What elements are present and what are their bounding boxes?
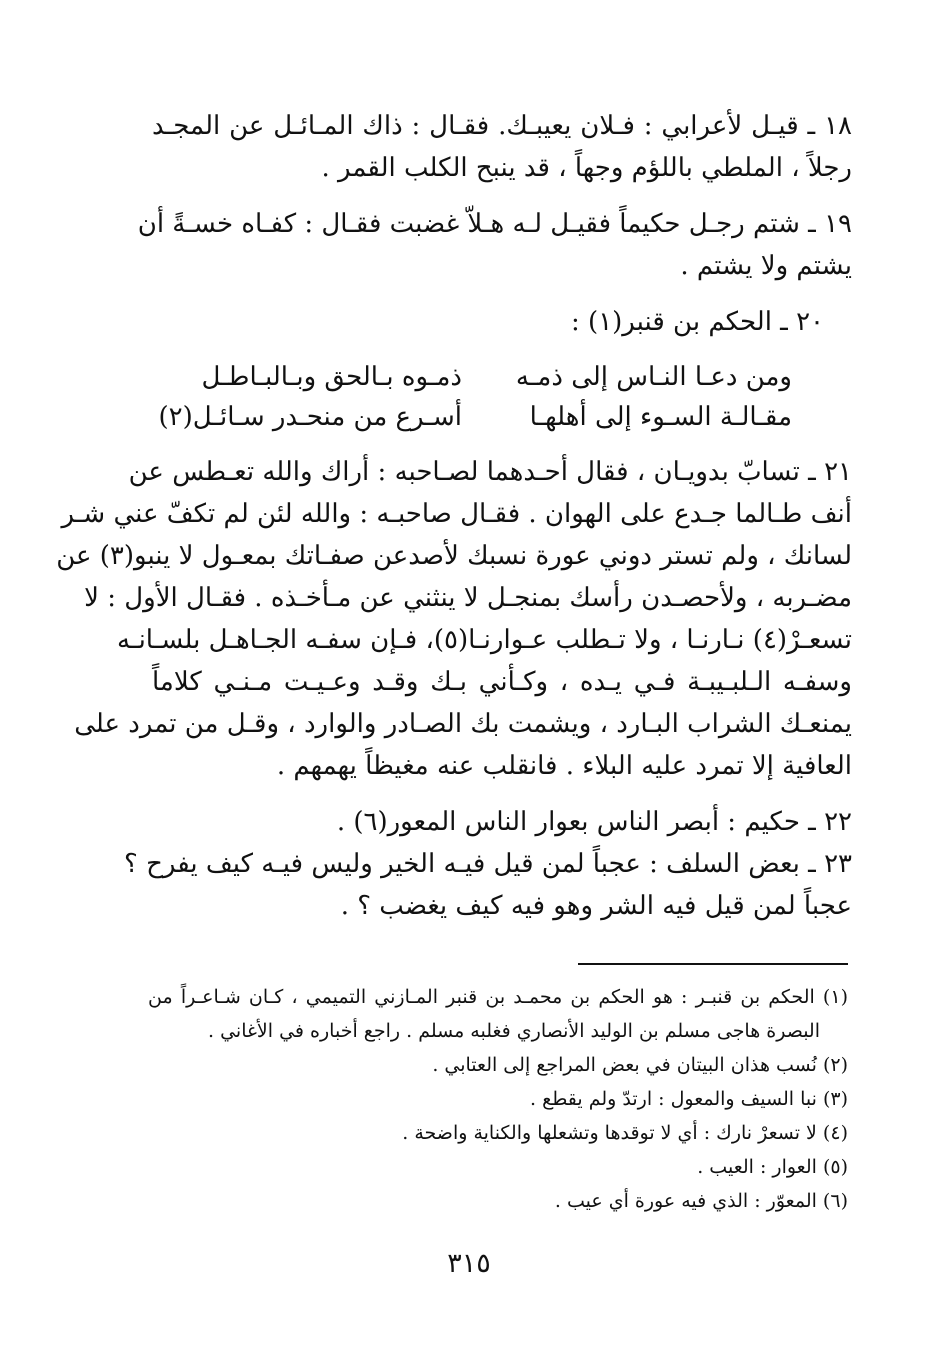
footnote: (٤) لا تسعرْ نارك : أي لا توقدها وتشعلها والكناية واضحة .	[402, 1122, 848, 1144]
text-line: وسفـه الـلبـيبـة فـي يـده ، وكـأني بـك وقـد وعـيـت مـنـي كلاماً	[152, 667, 852, 697]
footnote: (١) الحكم بن قنبـر : هو الحكم بن محمـد بن قنبر المـازني التميمي ، كـان شـاعـراً من	[148, 986, 848, 1008]
verse-first-hemistich: مقـالـة السـوء إلى أهلهـا	[529, 402, 792, 432]
text-line: أنف طـالما جـدع على الهوان . فقـال صاحبـه : والله لئن لم تكفّ عني شـر	[61, 499, 852, 529]
text-line: عجباً لمن قيل فيه الشر وهو فيه كيف يغضب ؟ .	[340, 891, 852, 921]
text-line: تسعـرْ(٤) نـارنـا ، ولا تـطلب عـوارنـا(٥)، فـإن سفـه الجـاهـل بلسـانـه	[117, 625, 852, 655]
footnote: (٥) العوار : العيب .	[697, 1156, 848, 1178]
footnote: (٦) المعوّر : الذي فيه عورة أي عيب .	[554, 1190, 848, 1212]
paragraph-20	[152, 301, 852, 343]
verse-first-hemistich: ومن دعـا النـاس إلى ذمـه	[515, 362, 792, 392]
text-line: ٢١ ـ تسابّ بدويـان ، فقال أحـدهما لصـاحبه : أراك والله تعـطس عن	[128, 457, 852, 487]
footnote: (٣) نبا السيف والمعول : ارتدّ ولم يقطع .	[530, 1088, 848, 1110]
footnote: (٢) نُسب هذان البيتان في بعض المراجع إلى العتابي .	[432, 1054, 848, 1076]
poem-verse	[152, 397, 792, 437]
footnote-continuation: البصرة هاجى مسلم بن الوليد الأنصاري فغلبه مسلم . راجع أخباره في الأغاني .	[208, 1020, 820, 1042]
verse-second-hemistich: ذمـوه بـالحق وبـالبـاطـل	[201, 362, 462, 392]
text-line: يمنعـك الشراب البـارد ، ويشمت بك الصـادر والوارد ، وقـل من تمرد على	[74, 709, 852, 739]
text-line: لسانك ، ولم تستر دوني عورة نسبك لأصدعن صفـاتك بمعـول لا ينبو(٣) عن	[56, 541, 852, 571]
text-line: ٢٢ ـ حكيم : أبصر الناس بعوار الناس المعور(٦) .	[336, 807, 852, 837]
paragraph-18	[152, 105, 852, 189]
paragraph-19	[137, 203, 852, 287]
paragraph-21	[56, 451, 852, 787]
text-line: ٢٠ ـ الحكم بن قنبر(١) :	[571, 307, 824, 337]
text-line: رجلاً ، الملطي باللؤم وجهاً ، قد ينبح الكلب القمر .	[321, 153, 852, 183]
text-line: ١٩ ـ شتم رجـل حكيماً فقيـل لـه هـلاّ غضبت فقـال : كفـاه خسـةً أن	[137, 209, 852, 239]
poem	[152, 357, 852, 437]
text-line: يشتم ولا يشتم .	[680, 251, 852, 281]
paragraph-22	[152, 801, 852, 843]
footnote-divider	[578, 963, 848, 965]
text-line: العافية إلا تمرد عليه البلاء . فانقلب عنه مغيظاً يهمهم .	[276, 751, 852, 781]
poem-verse	[152, 357, 792, 397]
main-text	[56, 105, 852, 927]
footnotes	[148, 980, 848, 1218]
verse-second-hemistich: أسـرع من منحـدر سـائـل(٢)	[158, 402, 462, 432]
text-line: ٢٣ ـ بعض السلف : عجباً لمن قيل فيـه الخير وليس فيـه كيف يفرح ؟	[124, 849, 852, 879]
page-number: ٣١٥	[447, 1248, 491, 1279]
text-line: ١٨ ـ قيـل لأعرابي : فـلان يعيبـك. فقـال : ذاك المـائـل عن المجـد	[152, 111, 852, 141]
text-line: مضـربه ، ولأحصـدن رأسك بمنجـل لا ينثني عن مـأخـذه . فقـال الأول : لا	[84, 583, 852, 613]
paragraph-23	[124, 843, 852, 927]
